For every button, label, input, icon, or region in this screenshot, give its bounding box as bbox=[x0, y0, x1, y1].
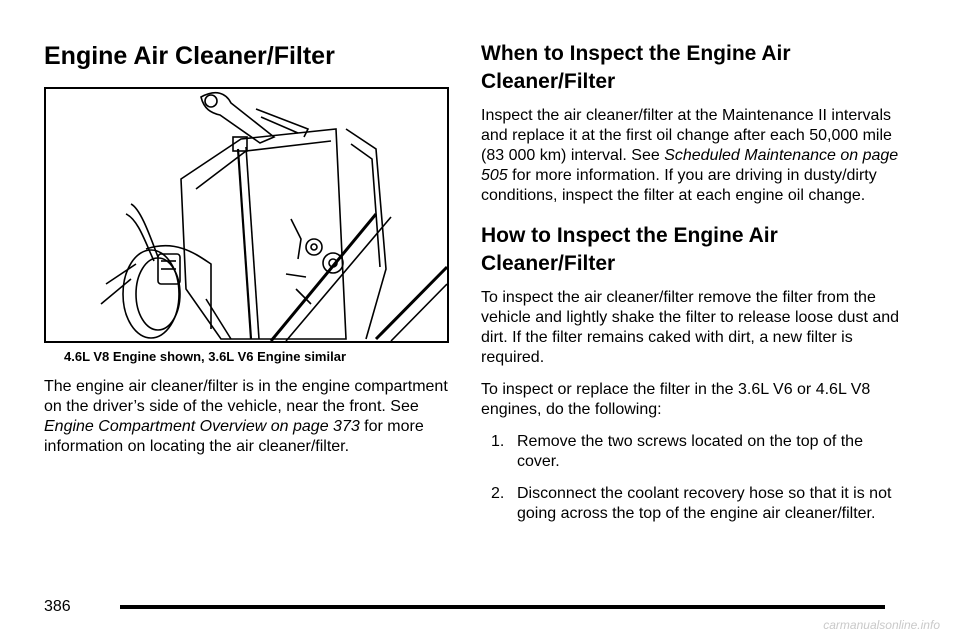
list-item bbox=[491, 432, 901, 472]
when-to-inspect-heading: When to Inspect the Engine Air Cleaner/Filter bbox=[481, 42, 791, 93]
watermark: carmanualsonline.info bbox=[823, 618, 940, 632]
text-span: Inspect the air cleaner/filter at the Maintenance II intervals and replace it at the first oil change after each 50,000 mile (83 000 km) interval. See bbox=[481, 107, 892, 164]
when-to-inspect-paragraph bbox=[481, 106, 901, 206]
text-span: The engine air cleaner/filter is in the engine compartment on the driver’s side of the vehicle, near the front. See bbox=[44, 378, 448, 415]
text-span: for more information on locating the air cleaner/filter. bbox=[44, 418, 424, 455]
footer-rule bbox=[120, 605, 885, 609]
step-number: 1. bbox=[491, 433, 505, 450]
page-number: 386 bbox=[44, 598, 71, 615]
engine-air-filter-illustration bbox=[44, 87, 449, 343]
cross-reference-link[interactable]: Scheduled Maintenance on page 505 bbox=[481, 147, 899, 184]
step-text: Remove the two screws located on the top of the cover. bbox=[517, 433, 863, 470]
cross-reference-link[interactable]: Engine Compartment Overview on page 373 bbox=[44, 418, 360, 435]
intro-paragraph bbox=[44, 377, 449, 457]
step-text: Disconnect the coolant recovery hose so that it is not going across the top of the engine air cleaner/filter. bbox=[517, 485, 892, 522]
figure-caption: 4.6L V8 Engine shown, 3.6L V6 Engine similar bbox=[64, 349, 347, 364]
text-span: for more information. If you are driving in dusty/dirty conditions, inspect the filter at each engine oil change. bbox=[481, 167, 877, 204]
right-column bbox=[481, 40, 901, 536]
section-title: Engine Air Cleaner/Filter bbox=[44, 42, 335, 70]
procedure-steps bbox=[481, 432, 901, 524]
how-to-inspect-heading: How to Inspect the Engine Air Cleaner/Filter bbox=[481, 224, 778, 275]
list-item bbox=[491, 484, 901, 524]
procedure-intro-paragraph: To inspect or replace the filter in the 3.6L V6 or 4.6L V8 engines, do the following: bbox=[481, 381, 871, 418]
how-to-inspect-paragraph: To inspect the air cleaner/filter remove the filter from the vehicle and lightly shake the filter to release loose dust and dirt. If the filter remains caked with dirt, a new filter is required. bbox=[481, 289, 900, 366]
step-number: 2. bbox=[491, 485, 505, 502]
left-column bbox=[44, 40, 449, 469]
page-footer bbox=[44, 597, 886, 619]
